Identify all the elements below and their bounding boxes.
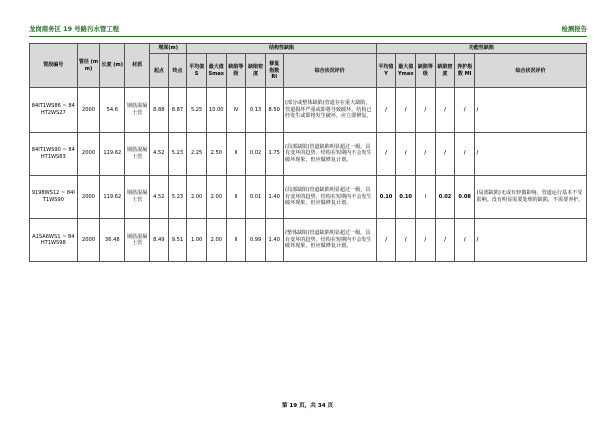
- cell-s-avg: 2.00: [187, 175, 207, 218]
- cell-f-eval: (局部缺陷)无或有轻微影响，管道运行基本不受影响。没有明显需要处理的缺陷，不需要养护。: [475, 175, 587, 218]
- cell-s-max: 2.00: [206, 175, 226, 218]
- cell-y-avg: /: [376, 132, 396, 175]
- cell-s-max: 2.50: [206, 132, 226, 175]
- cell-y-avg: 0.10: [376, 175, 396, 218]
- cell-s-eval: (局部缺陷)管道缺陷明显超过一级，具有变坏的趋势。结构在短期内不会发生破坏现象，但应做修复计划。: [283, 132, 376, 175]
- cell-diameter: 2000: [77, 132, 100, 175]
- cell-mi: 0.08: [455, 175, 475, 218]
- cell-mi: /: [455, 218, 475, 261]
- header-row-group: [30, 44, 587, 54]
- group-functional: 功能性缺陷: [376, 44, 586, 54]
- cell-s-eval: (部分或整体缺陷)管道存在重大缺陷，管道损坏严重或即将导致破坏。结构已经发生或即将发生破坏，应立即修复。: [283, 88, 376, 132]
- cell-f-eval: /: [475, 132, 587, 175]
- cell-start-depth: 8.49: [150, 218, 169, 261]
- cell-end-depth: 5.23: [168, 175, 187, 218]
- cell-start-depth: 4.52: [150, 175, 169, 218]
- col-y-avg: 平均值 Y: [376, 54, 396, 88]
- cell-length: 119.62: [100, 132, 125, 175]
- cell-end-depth: 9.51: [168, 218, 187, 261]
- table-row: [30, 132, 587, 175]
- cell-f-density: 0.02: [435, 175, 455, 218]
- cell-y-avg: /: [376, 88, 396, 132]
- cell-s-avg: 1.00: [187, 218, 207, 261]
- cell-mi: /: [455, 132, 475, 175]
- cell-start-depth: 8.88: [150, 88, 169, 132]
- col-end-depth: 终点: [168, 54, 187, 88]
- cell-ri: 1.40: [265, 218, 283, 261]
- cell-mi: /: [455, 88, 475, 132]
- cell-ri: 1.75: [265, 132, 283, 175]
- table-row: [30, 218, 587, 261]
- col-material: 材质: [125, 44, 150, 88]
- group-depth: 埋深(m): [150, 44, 187, 54]
- col-start-depth: 起点: [150, 54, 169, 88]
- col-s-grade: 缺陷等级: [226, 54, 246, 88]
- defect-table: [29, 43, 587, 262]
- col-mi: 养护指数 MI: [455, 54, 475, 88]
- cell-s-max: 2.00: [206, 218, 226, 261]
- cell-f-eval: /: [475, 88, 587, 132]
- cell-s-grade: Ⅱ: [226, 132, 246, 175]
- cell-segment: 9198WS12 ~ 84IT1WS90: [30, 175, 78, 218]
- cell-s-grade: Ⅳ: [226, 88, 246, 132]
- cell-f-grade: Ⅰ: [416, 175, 436, 218]
- col-ri: 修复指数 RI: [265, 54, 283, 88]
- cell-material: 钢筋混凝土管: [125, 132, 150, 175]
- page-header: [29, 22, 587, 37]
- col-s-max: 最大值 Smax: [206, 54, 226, 88]
- cell-f-eval: /: [475, 218, 587, 261]
- col-f-density: 缺陷密度: [435, 54, 455, 88]
- cell-material: 钢筋混凝土管: [125, 218, 150, 261]
- cell-s-grade: Ⅱ: [226, 175, 246, 218]
- cell-y-avg: /: [376, 218, 396, 261]
- table-row: [30, 88, 587, 132]
- cell-length: 54.6: [100, 88, 125, 132]
- col-f-eval: 综合状况评价: [475, 54, 587, 88]
- cell-length: 36.48: [100, 218, 125, 261]
- col-y-max: 最大值 Ymax: [396, 54, 416, 88]
- cell-diameter: 2000: [77, 218, 100, 261]
- cell-diameter: 2000: [77, 175, 100, 218]
- cell-s-max: 10.00: [206, 88, 226, 132]
- cell-end-depth: 5.23: [168, 132, 187, 175]
- page-number: 第 19 页，共 34 页: [281, 403, 334, 409]
- cell-s-avg: 2.25: [187, 132, 207, 175]
- project-title: 龙岗商务区 19 号路污水管工程: [29, 25, 120, 33]
- cell-y-max: 0.10: [396, 175, 416, 218]
- cell-segment: A1SA6WS1 ~ 84HT1WS98: [30, 218, 78, 261]
- cell-s-density: 0.01: [246, 175, 266, 218]
- cell-f-density: /: [435, 218, 455, 261]
- cell-length: 119.62: [100, 175, 125, 218]
- table-row: [30, 175, 587, 218]
- cell-f-density: /: [435, 132, 455, 175]
- cell-y-max: /: [396, 218, 416, 261]
- cell-s-density: 0.99: [246, 218, 266, 261]
- col-s-eval: 综合状况评价: [283, 54, 376, 88]
- col-diameter: 管径 (mm): [77, 44, 100, 88]
- cell-s-eval: (局部缺陷)管道缺陷明显超过一级，具有变坏的趋势。结构在短期内不会发生破坏现象，但应做修复计划。: [283, 175, 376, 218]
- cell-material: 钢筋混凝土管: [125, 175, 150, 218]
- cell-f-grade: /: [416, 218, 436, 261]
- report-type: 检测报告: [561, 25, 587, 33]
- cell-ri: 1.40: [265, 175, 283, 218]
- group-structural: 结构性缺陷: [187, 44, 376, 54]
- col-length: 长度 (m): [100, 44, 125, 88]
- col-segment-no: 管段编号: [30, 44, 78, 88]
- cell-s-grade: Ⅱ: [226, 218, 246, 261]
- cell-s-eval: (整体缺陷)管道缺陷明显超过一级，具有变坏的趋势。结构在短期内不会发生破坏现象，但应做修复计划。: [283, 218, 376, 261]
- cell-f-grade: /: [416, 132, 436, 175]
- cell-y-max: /: [396, 132, 416, 175]
- cell-s-avg: 5.25: [187, 88, 207, 132]
- col-s-density: 缺陷密度: [246, 54, 266, 88]
- cell-diameter: 2000: [77, 88, 100, 132]
- cell-f-grade: /: [416, 88, 436, 132]
- col-s-avg: 平均值 S: [187, 54, 207, 88]
- cell-ri: 8.50: [265, 88, 283, 132]
- cell-end-depth: 8.87: [168, 88, 187, 132]
- cell-s-density: 0.02: [246, 132, 266, 175]
- cell-y-max: /: [396, 88, 416, 132]
- cell-start-depth: 4.52: [150, 132, 169, 175]
- cell-f-density: /: [435, 88, 455, 132]
- cell-s-density: 0.13: [246, 88, 266, 132]
- cell-segment: 84IT1WS86 ~ 84HT2WS27: [30, 88, 78, 132]
- col-f-grade: 缺陷等级: [416, 54, 436, 88]
- cell-segment: 84IT1WS90 ~ 84HT1WS83: [30, 132, 78, 175]
- cell-material: 钢筋混凝土管: [125, 88, 150, 132]
